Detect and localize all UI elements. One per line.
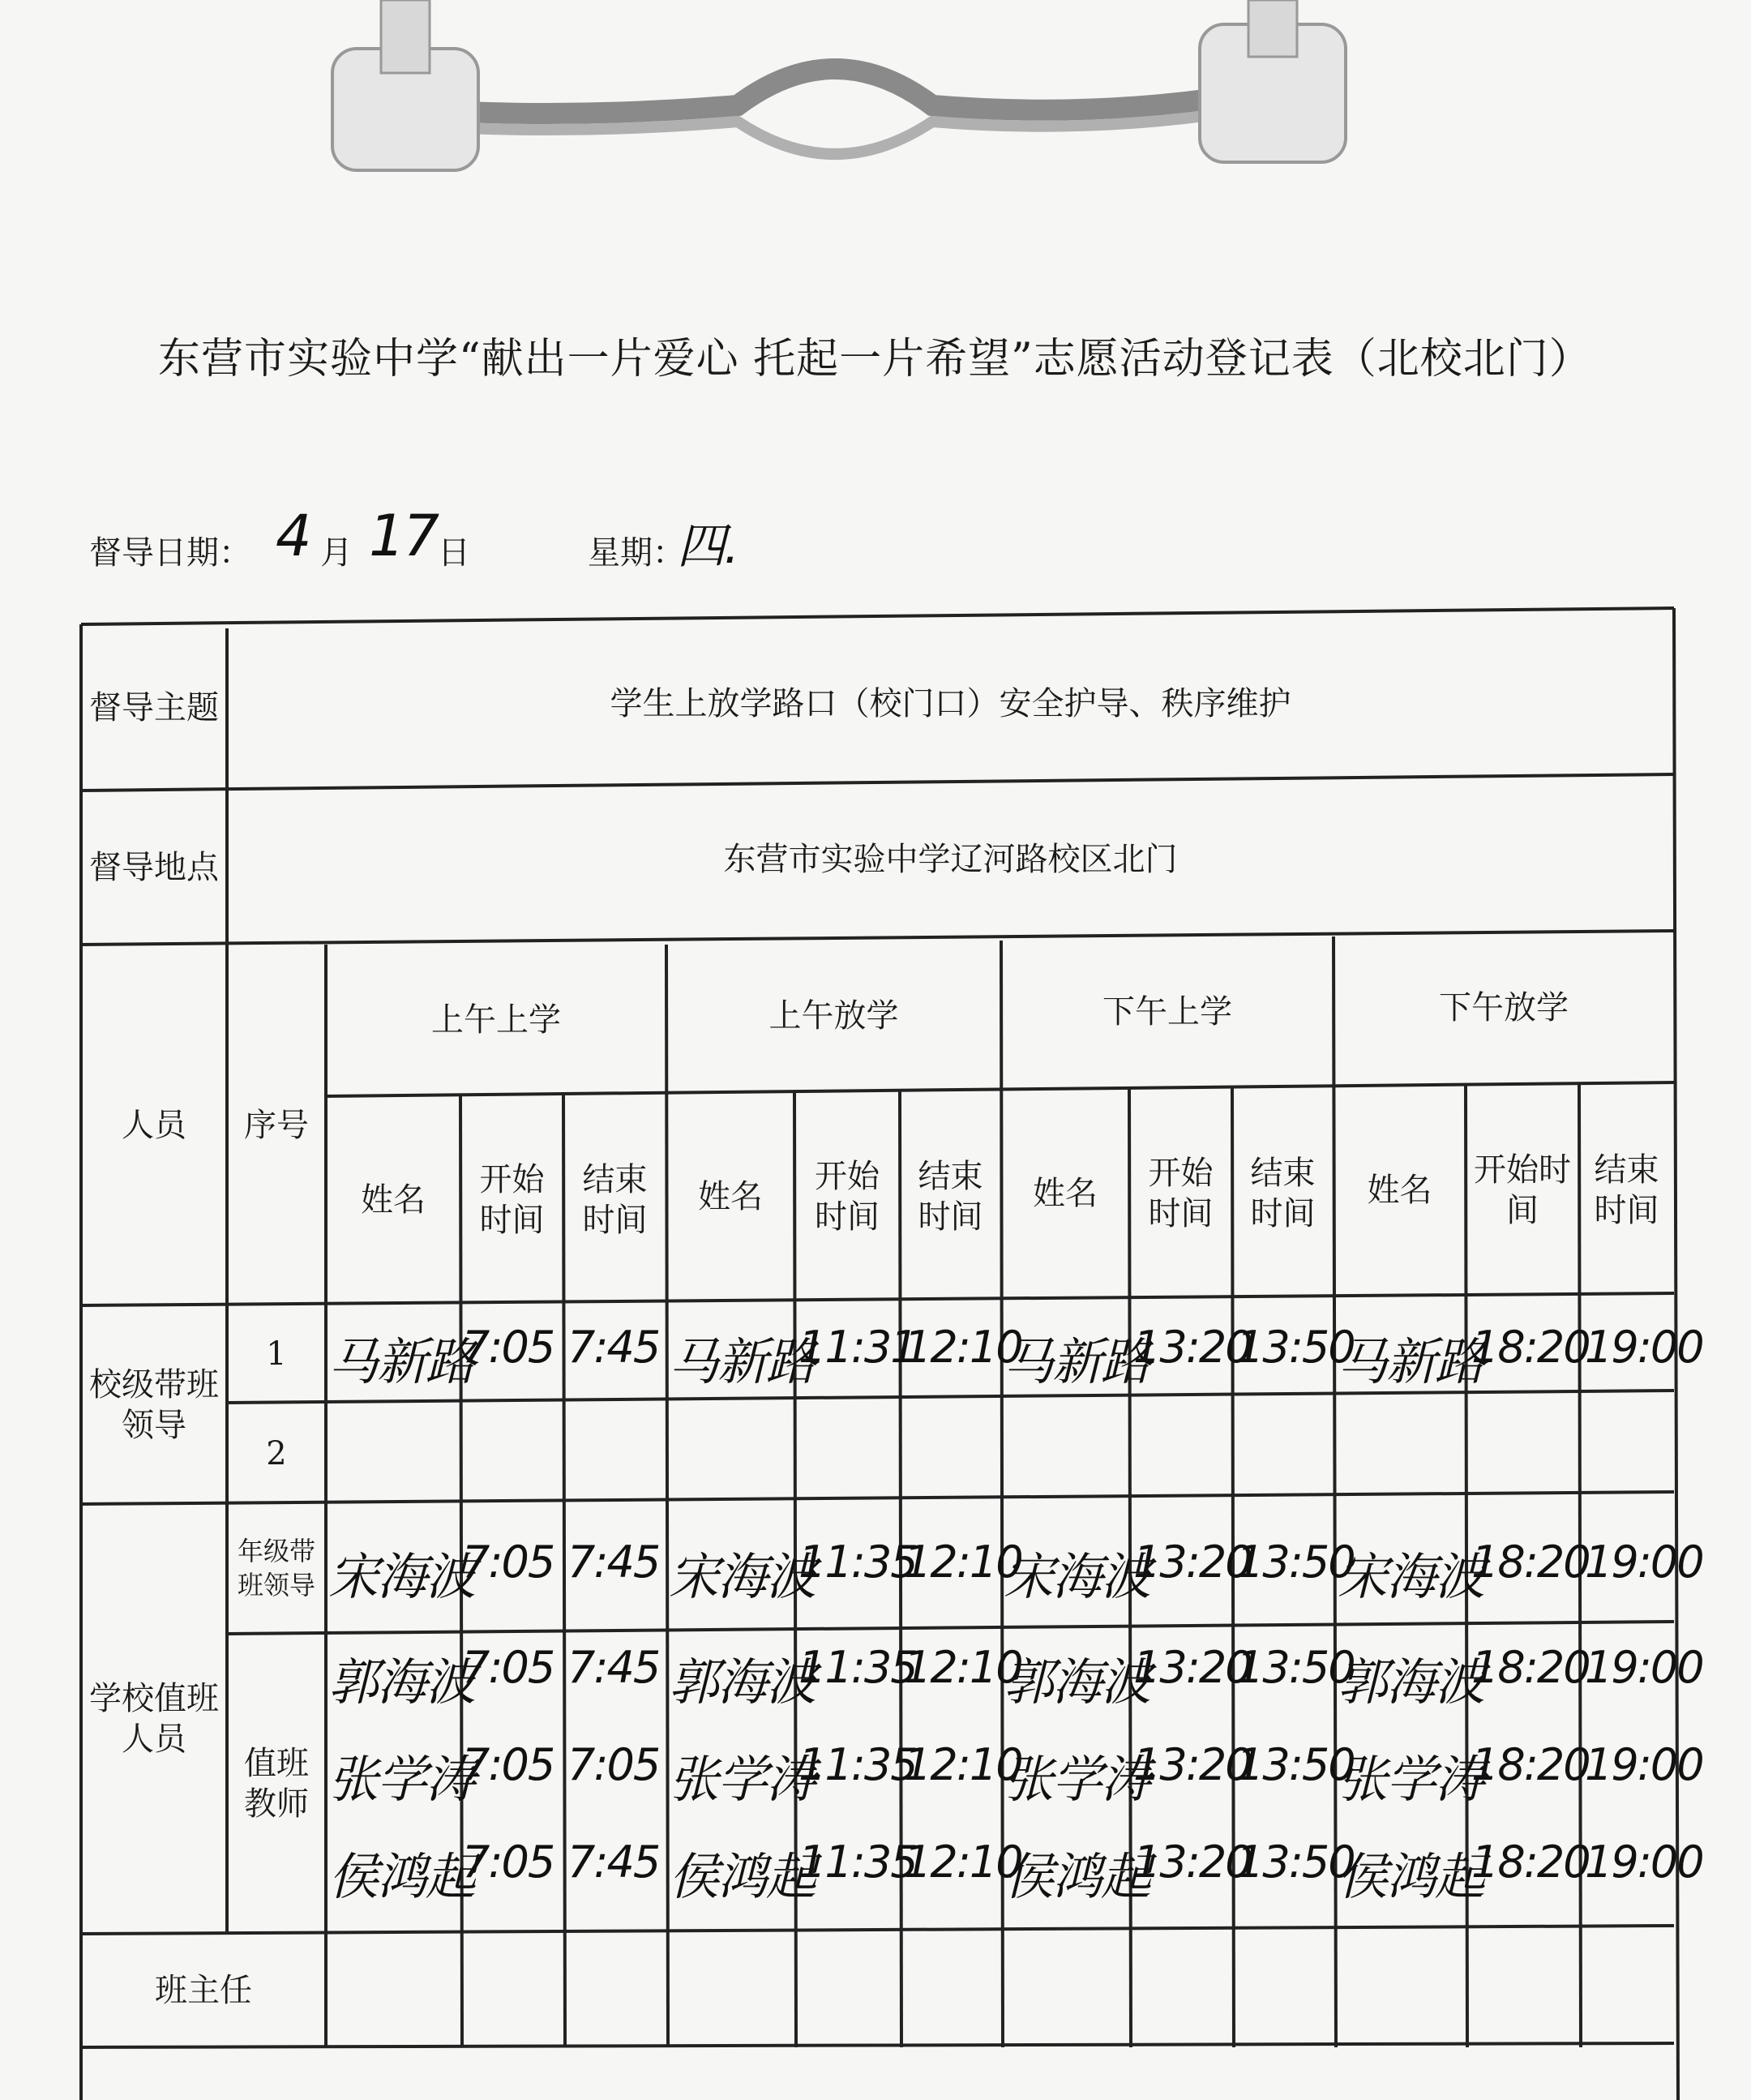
entry-r3-c8: 13:20 — [1133, 1642, 1252, 1693]
entry-r1-c9: 13:50 — [1236, 1322, 1355, 1373]
entry-r3-c7: 郭海波 — [1004, 1652, 1150, 1712]
entry-r1-c7: 马新路 — [1004, 1332, 1150, 1391]
entry-r1-c2: 7:05 — [462, 1322, 554, 1373]
col-end-2: 结束时间 — [918, 1157, 983, 1236]
period-am-arrive: 上午上学 — [431, 1001, 561, 1039]
entry-r2-c12: 19:00 — [1585, 1536, 1703, 1588]
col-end-3: 结束时间 — [1250, 1154, 1316, 1232]
col-start-4: 开始时间 — [1474, 1151, 1571, 1229]
entry-r4-c6: 12:10 — [904, 1739, 1022, 1790]
col-name-2: 姓名 — [698, 1177, 763, 1215]
location-label: 督导地点 — [89, 849, 219, 886]
entry-r1-c6: 12:10 — [904, 1322, 1022, 1373]
entry-r1-c5: 11:31 — [798, 1322, 917, 1373]
theme-label: 督导主题 — [89, 688, 219, 726]
entry-r2-c3: 7:45 — [567, 1536, 660, 1588]
entry-r3-c4: 郭海波 — [669, 1652, 816, 1712]
entry-r3-c5: 11:35 — [798, 1642, 917, 1693]
entry-r2-c8: 13:20 — [1133, 1536, 1252, 1588]
entry-r5-c5: 11:35 — [798, 1836, 917, 1888]
entry-r1-c12: 19:00 — [1585, 1322, 1703, 1373]
entry-r5-c4: 侯鸿起 — [669, 1847, 816, 1906]
entry-r3-c6: 12:10 — [904, 1642, 1022, 1693]
entry-r4-c10: 张学涛 — [1338, 1750, 1484, 1809]
entry-r1-c11: 18:20 — [1471, 1322, 1590, 1373]
entry-r5-c7: 侯鸿起 — [1004, 1847, 1150, 1906]
entry-r2-c9: 13:50 — [1236, 1536, 1355, 1588]
entry-r1-c1: 马新路 — [328, 1332, 475, 1391]
entry-r5-c12: 19:00 — [1585, 1836, 1703, 1888]
grade-leader-label: 年级带班领导 — [237, 1536, 315, 1601]
entry-r4-c11: 18:20 — [1471, 1739, 1590, 1790]
entry-r3-c1: 郭海波 — [328, 1652, 475, 1712]
entry-r4-c2: 7:05 — [462, 1739, 554, 1790]
entry-r4-c1: 张学涛 — [328, 1750, 475, 1809]
entry-r5-c2: 7:05 — [462, 1836, 554, 1888]
period-am-leave: 上午放学 — [768, 996, 899, 1035]
period-pm-leave: 下午放学 — [1439, 988, 1569, 1026]
entry-r4-c7: 张学涛 — [1004, 1750, 1150, 1809]
entry-r5-c6: 12:10 — [904, 1836, 1022, 1888]
personnel-header: 人员 — [122, 1106, 186, 1144]
entry-r5-c8: 13:20 — [1133, 1836, 1252, 1888]
entry-r3-c11: 18:20 — [1471, 1642, 1590, 1693]
head-teacher-label: 班主任 — [155, 1972, 252, 2009]
entry-r2-c1: 宋海波 — [328, 1547, 475, 1606]
date-day-unit: 日 — [438, 534, 470, 572]
form-title: 东营市实验中学“献出一片爱心 托起一片希望”志愿活动登记表（北校北门） — [158, 335, 1592, 384]
entry-r5-c10: 侯鸿起 — [1338, 1847, 1484, 1906]
entry-r4-c4: 张学涛 — [669, 1750, 816, 1809]
entry-r3-c3: 7:45 — [567, 1642, 660, 1693]
weekday-label: 星期： — [588, 534, 685, 572]
seq-1: 1 — [266, 1335, 287, 1373]
location-value: 东营市实验中学辽河路校区北门 — [723, 841, 1178, 878]
entry-r2-c10: 宋海波 — [1338, 1547, 1484, 1606]
entry-r5-c3: 7:45 — [567, 1836, 660, 1888]
entry-r2-c2: 7:05 — [462, 1536, 554, 1588]
entry-r1-c4: 马新路 — [669, 1332, 816, 1391]
entry-r1-c8: 13:20 — [1133, 1322, 1252, 1373]
date-month-unit: 月 — [320, 534, 353, 572]
entry-r4-c12: 19:00 — [1585, 1739, 1703, 1790]
entry-r2-c6: 12:10 — [904, 1536, 1022, 1588]
entry-r4-c3: 7:05 — [567, 1739, 660, 1790]
col-start-1: 开始时间 — [479, 1160, 545, 1239]
entry-r3-c12: 19:00 — [1585, 1642, 1703, 1693]
entry-r2-c11: 18:20 — [1471, 1536, 1590, 1588]
entry-r2-c5: 11:35 — [798, 1536, 917, 1588]
entry-r5-c1: 侯鸿起 — [328, 1847, 475, 1906]
entry-r1-c10: 马新路 — [1338, 1332, 1484, 1391]
entry-r2-c7: 宋海波 — [1004, 1547, 1150, 1606]
duty-teacher-label: 值班教师 — [244, 1745, 309, 1823]
school-leader-label: 校级带班领导 — [89, 1365, 219, 1444]
date-label: 督导日期： — [89, 534, 251, 572]
date-day: 17 — [369, 503, 439, 569]
entry-r5-c11: 18:20 — [1471, 1836, 1590, 1888]
entry-r3-c9: 13:50 — [1236, 1642, 1355, 1693]
col-name-1: 姓名 — [361, 1181, 426, 1219]
entry-r2-c4: 宋海波 — [669, 1547, 816, 1606]
col-start-3: 开始时间 — [1148, 1154, 1214, 1232]
col-name-3: 姓名 — [1033, 1174, 1098, 1212]
entry-r3-c2: 7:05 — [462, 1642, 554, 1693]
col-name-4: 姓名 — [1367, 1171, 1432, 1209]
col-end-1: 结束时间 — [582, 1160, 648, 1239]
date-month: 4 — [276, 503, 310, 569]
seq-2: 2 — [266, 1434, 287, 1472]
col-end-4: 结束时间 — [1594, 1151, 1659, 1229]
col-start-2: 开始时间 — [815, 1157, 880, 1236]
entry-r4-c8: 13:20 — [1133, 1739, 1252, 1790]
weekday-value: 四. — [677, 518, 739, 575]
entry-r5-c9: 13:50 — [1236, 1836, 1355, 1888]
entry-r1-c3: 7:45 — [567, 1322, 660, 1373]
entry-r3-c10: 郭海波 — [1338, 1652, 1484, 1712]
duty-staff-label: 学校值班人员 — [89, 1680, 219, 1758]
period-pm-arrive: 下午上学 — [1102, 992, 1232, 1031]
theme-value: 学生上放学路口（校门口）安全护导、秩序维护 — [610, 684, 1291, 722]
entry-r4-c9: 13:50 — [1236, 1739, 1355, 1790]
entry-r4-c5: 11:35 — [798, 1739, 917, 1790]
seq-header: 序号 — [244, 1106, 309, 1144]
